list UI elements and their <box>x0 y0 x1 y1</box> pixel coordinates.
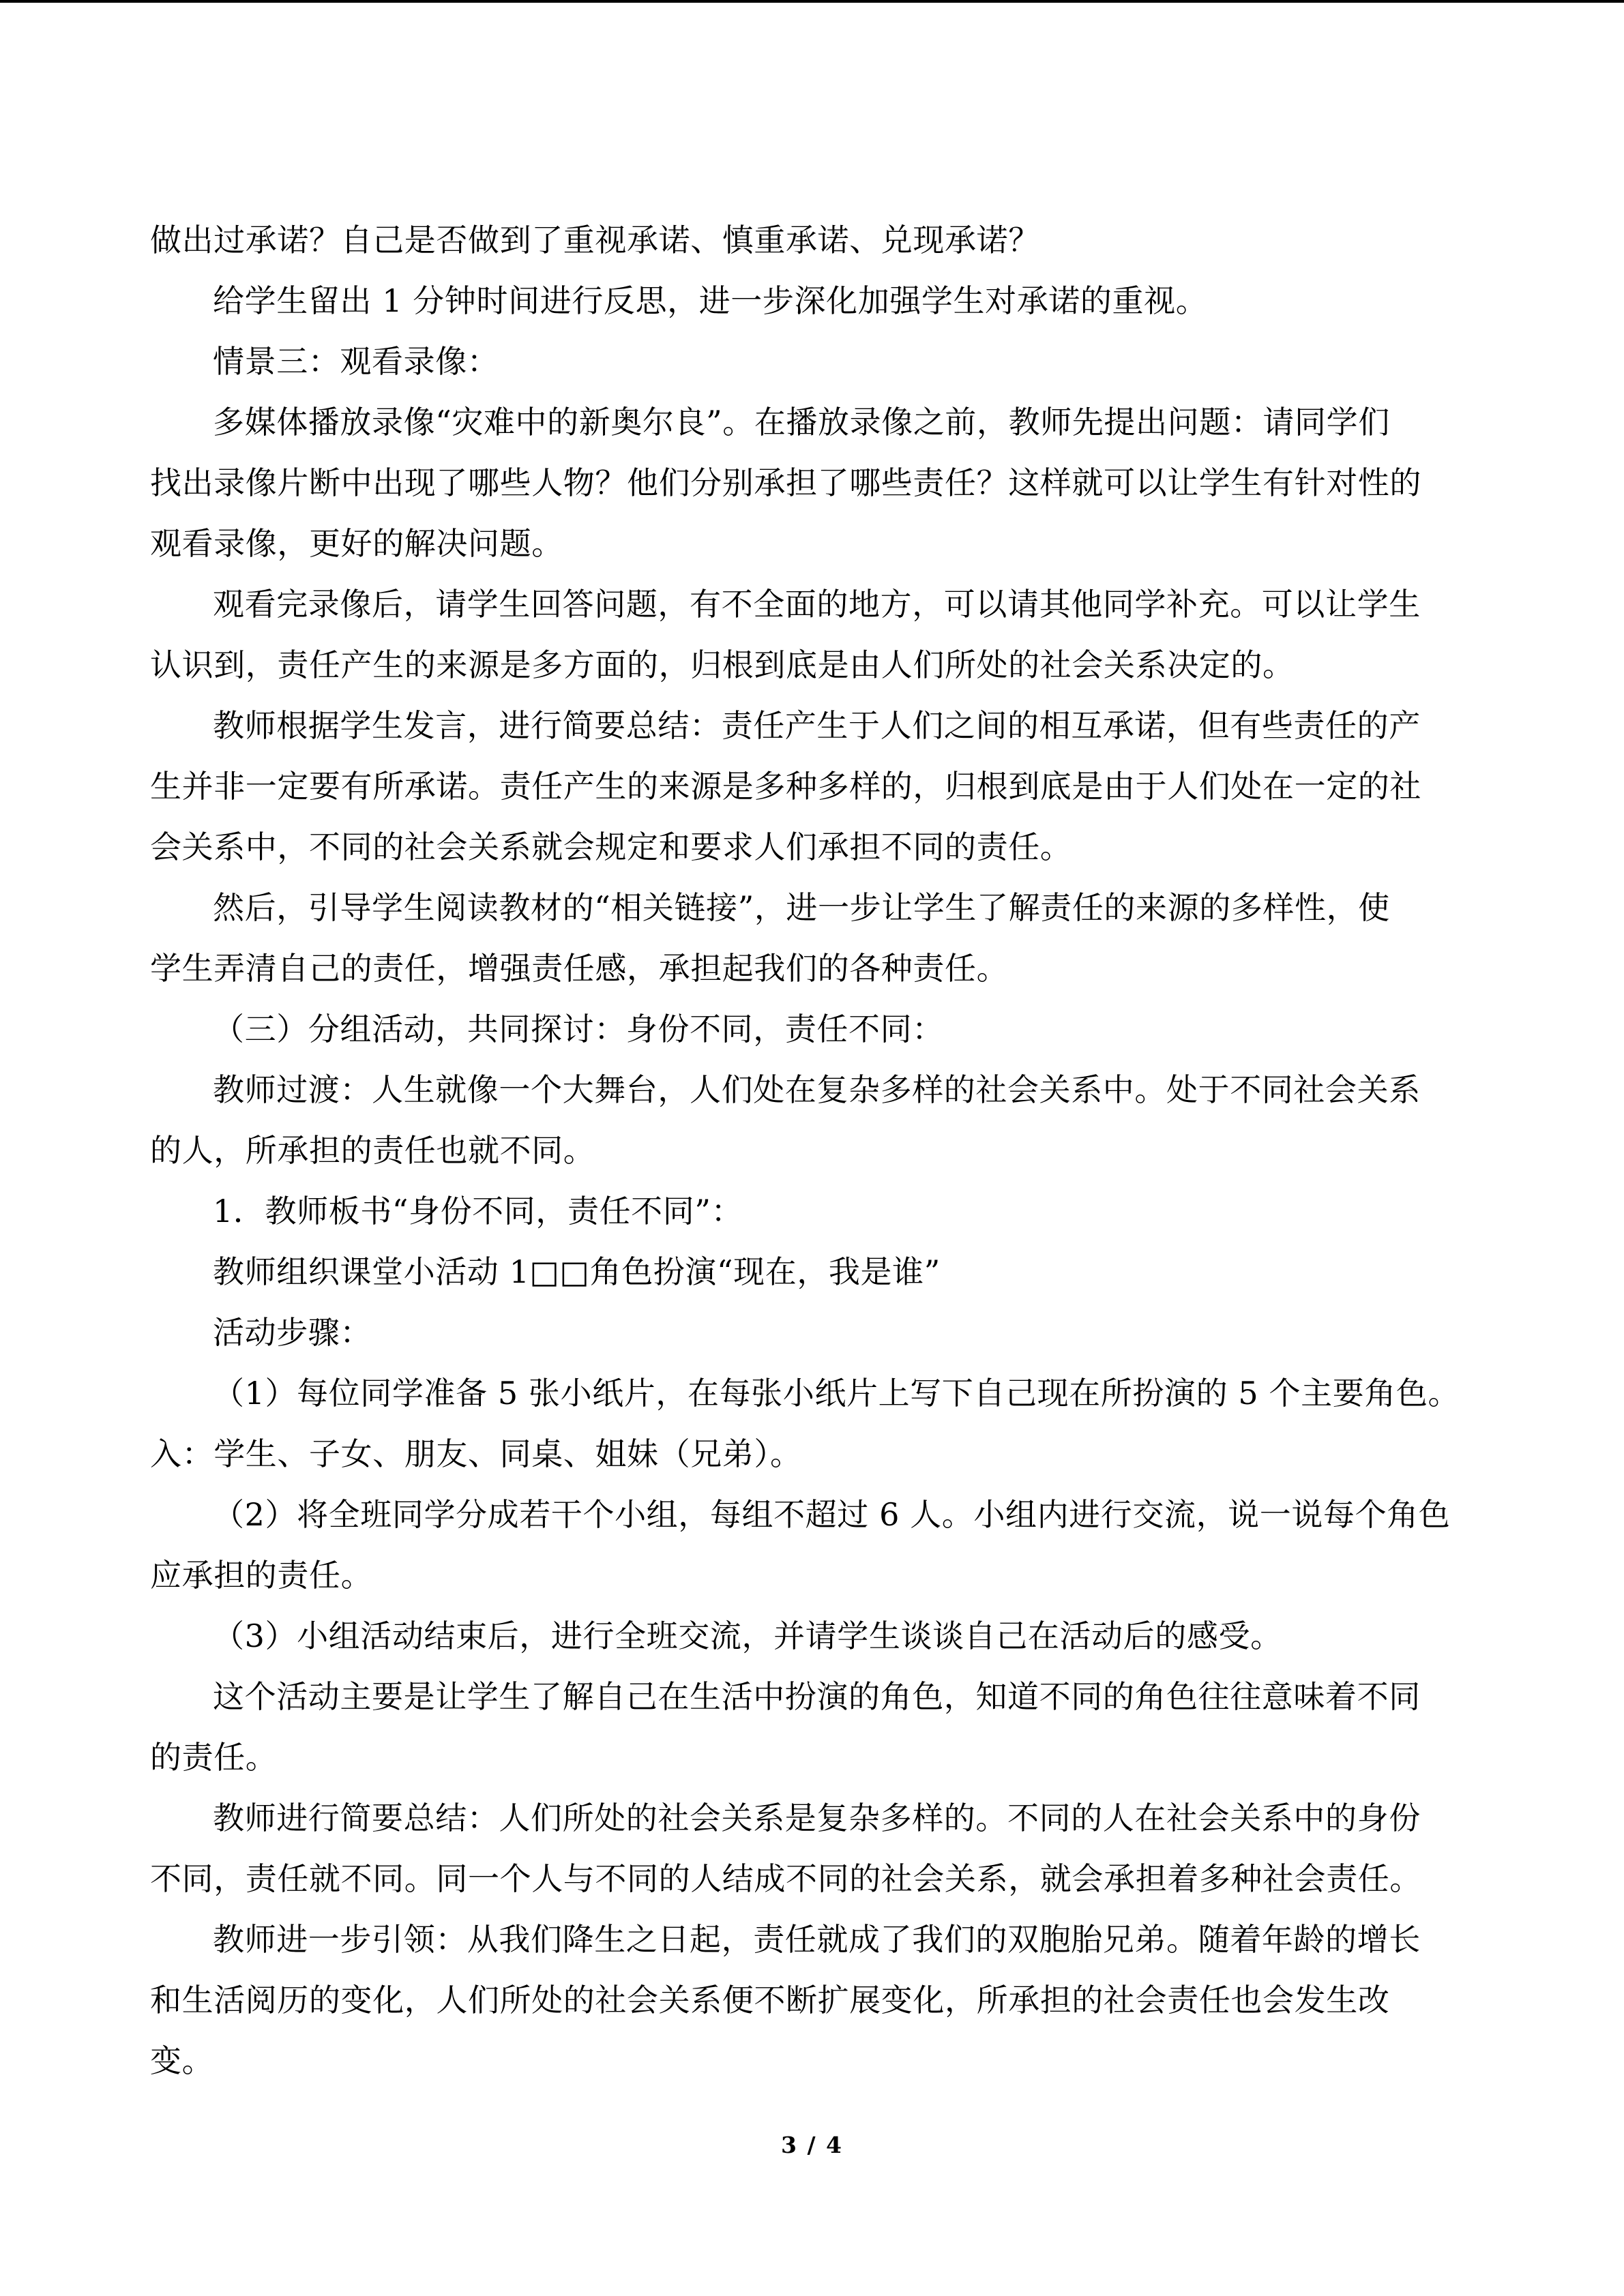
text-line: 给学生留出 1 分钟时间进行反思，进一步深化加强学生对承诺的重视。 <box>213 282 1208 319</box>
text-line: 学生弄清自己的责任，增强责任感，承担起我们的各种责任。 <box>150 950 1009 987</box>
text-line: （3）小组活动结束后，进行全班交流，并请学生谈谈自己在活动后的感受。 <box>213 1617 1282 1654</box>
text-line: 找出录像片断中出现了哪些人物？他们分别承担了哪些责任？这样就可以让学生有针对性的 <box>150 464 1421 501</box>
text-line: 教师根据学生发言，进行简要总结：责任产生于人们之间的相互承诺，但有些责任的产 <box>213 707 1421 744</box>
text-line: 教师进行简要总结：人们所处的社会关系是复杂多样的。不同的人在社会关系中的身份 <box>213 1800 1421 1836</box>
text-line: 教师进一步引领：从我们降生之日起，责任就成了我们的双胞胎兄弟。随着年龄的增长 <box>213 1921 1421 1958</box>
text-line: （2）将全班同学分成若干个小组，每组不超过 6 人。小组内进行交流，说一说每个角色 <box>213 1496 1451 1533</box>
text-line: 教师组织课堂小活动 1□□角色扮演“现在，我是谁” <box>213 1253 941 1290</box>
text-line: 做出过承诺？自己是否做到了重视承诺、慎重承诺、兑现承诺？ <box>150 222 1040 258</box>
text-line: 这个活动主要是让学生了解自己在生活中扮演的角色，知道不同的角色往往意味着不同 <box>213 1678 1421 1715</box>
text-line: （三）分组活动，共同探讨：身份不同，责任不同： <box>213 1011 944 1047</box>
top-border-rule <box>0 0 1624 3</box>
text-line: 变。 <box>150 2042 214 2079</box>
text-line: 的人，所承担的责任也就不同。 <box>150 1132 595 1169</box>
text-line: 观看录像，更好的解决问题。 <box>150 525 563 562</box>
text-line: 不同，责任就不同。同一个人与不同的人结成不同的社会关系，就会承担着多种社会责任。 <box>150 1860 1421 1897</box>
text-line: 认识到，责任产生的来源是多方面的，归根到底是由人们所处的社会关系决定的。 <box>150 646 1295 683</box>
text-line: 入：学生、子女、朋友、同桌、姐妹（兄弟）。 <box>150 1435 802 1472</box>
text-line: 情景三：观看录像： <box>213 343 499 380</box>
text-line: 活动步骤： <box>213 1314 372 1351</box>
text-line: （1）每位同学准备 5 张小纸片，在每张小纸片上写下自己现在所扮演的 5 个主要角色。 <box>213 1375 1460 1412</box>
document-body <box>150 210 1473 2091</box>
text-line: 的责任。 <box>150 1739 278 1776</box>
text-line: 多媒体播放录像“灾难中的新奥尔良”。在播放录像之前，教师先提出问题：请同学们 <box>213 404 1390 441</box>
text-line: 教师过渡：人生就像一个大舞台，人们处在复杂多样的社会关系中。处于不同社会关系 <box>213 1071 1421 1108</box>
text-line: 观看完录像后，请学生回答问题，有不全面的地方，可以请其他同学补充。可以让学生 <box>213 586 1421 623</box>
page-number: 3 / 4 <box>781 2132 843 2158</box>
text-line: 生并非一定要有所承诺。责任产生的来源是多种多样的，归根到底是由于人们处在一定的社 <box>150 768 1421 805</box>
text-line: 应承担的责任。 <box>150 1557 373 1594</box>
text-line: 然后，引导学生阅读教材的“相关链接”，进一步让学生了解责任的来源的多样性，使 <box>213 889 1390 926</box>
text-line: 1．教师板书“身份不同，责任不同”： <box>213 1193 743 1229</box>
text-line: 会关系中，不同的社会关系就会规定和要求人们承担不同的责任。 <box>150 829 1072 865</box>
text-line: 和生活阅历的变化，人们所处的社会关系便不断扩展变化，所承担的社会责任也会发生改 <box>150 1982 1390 2018</box>
